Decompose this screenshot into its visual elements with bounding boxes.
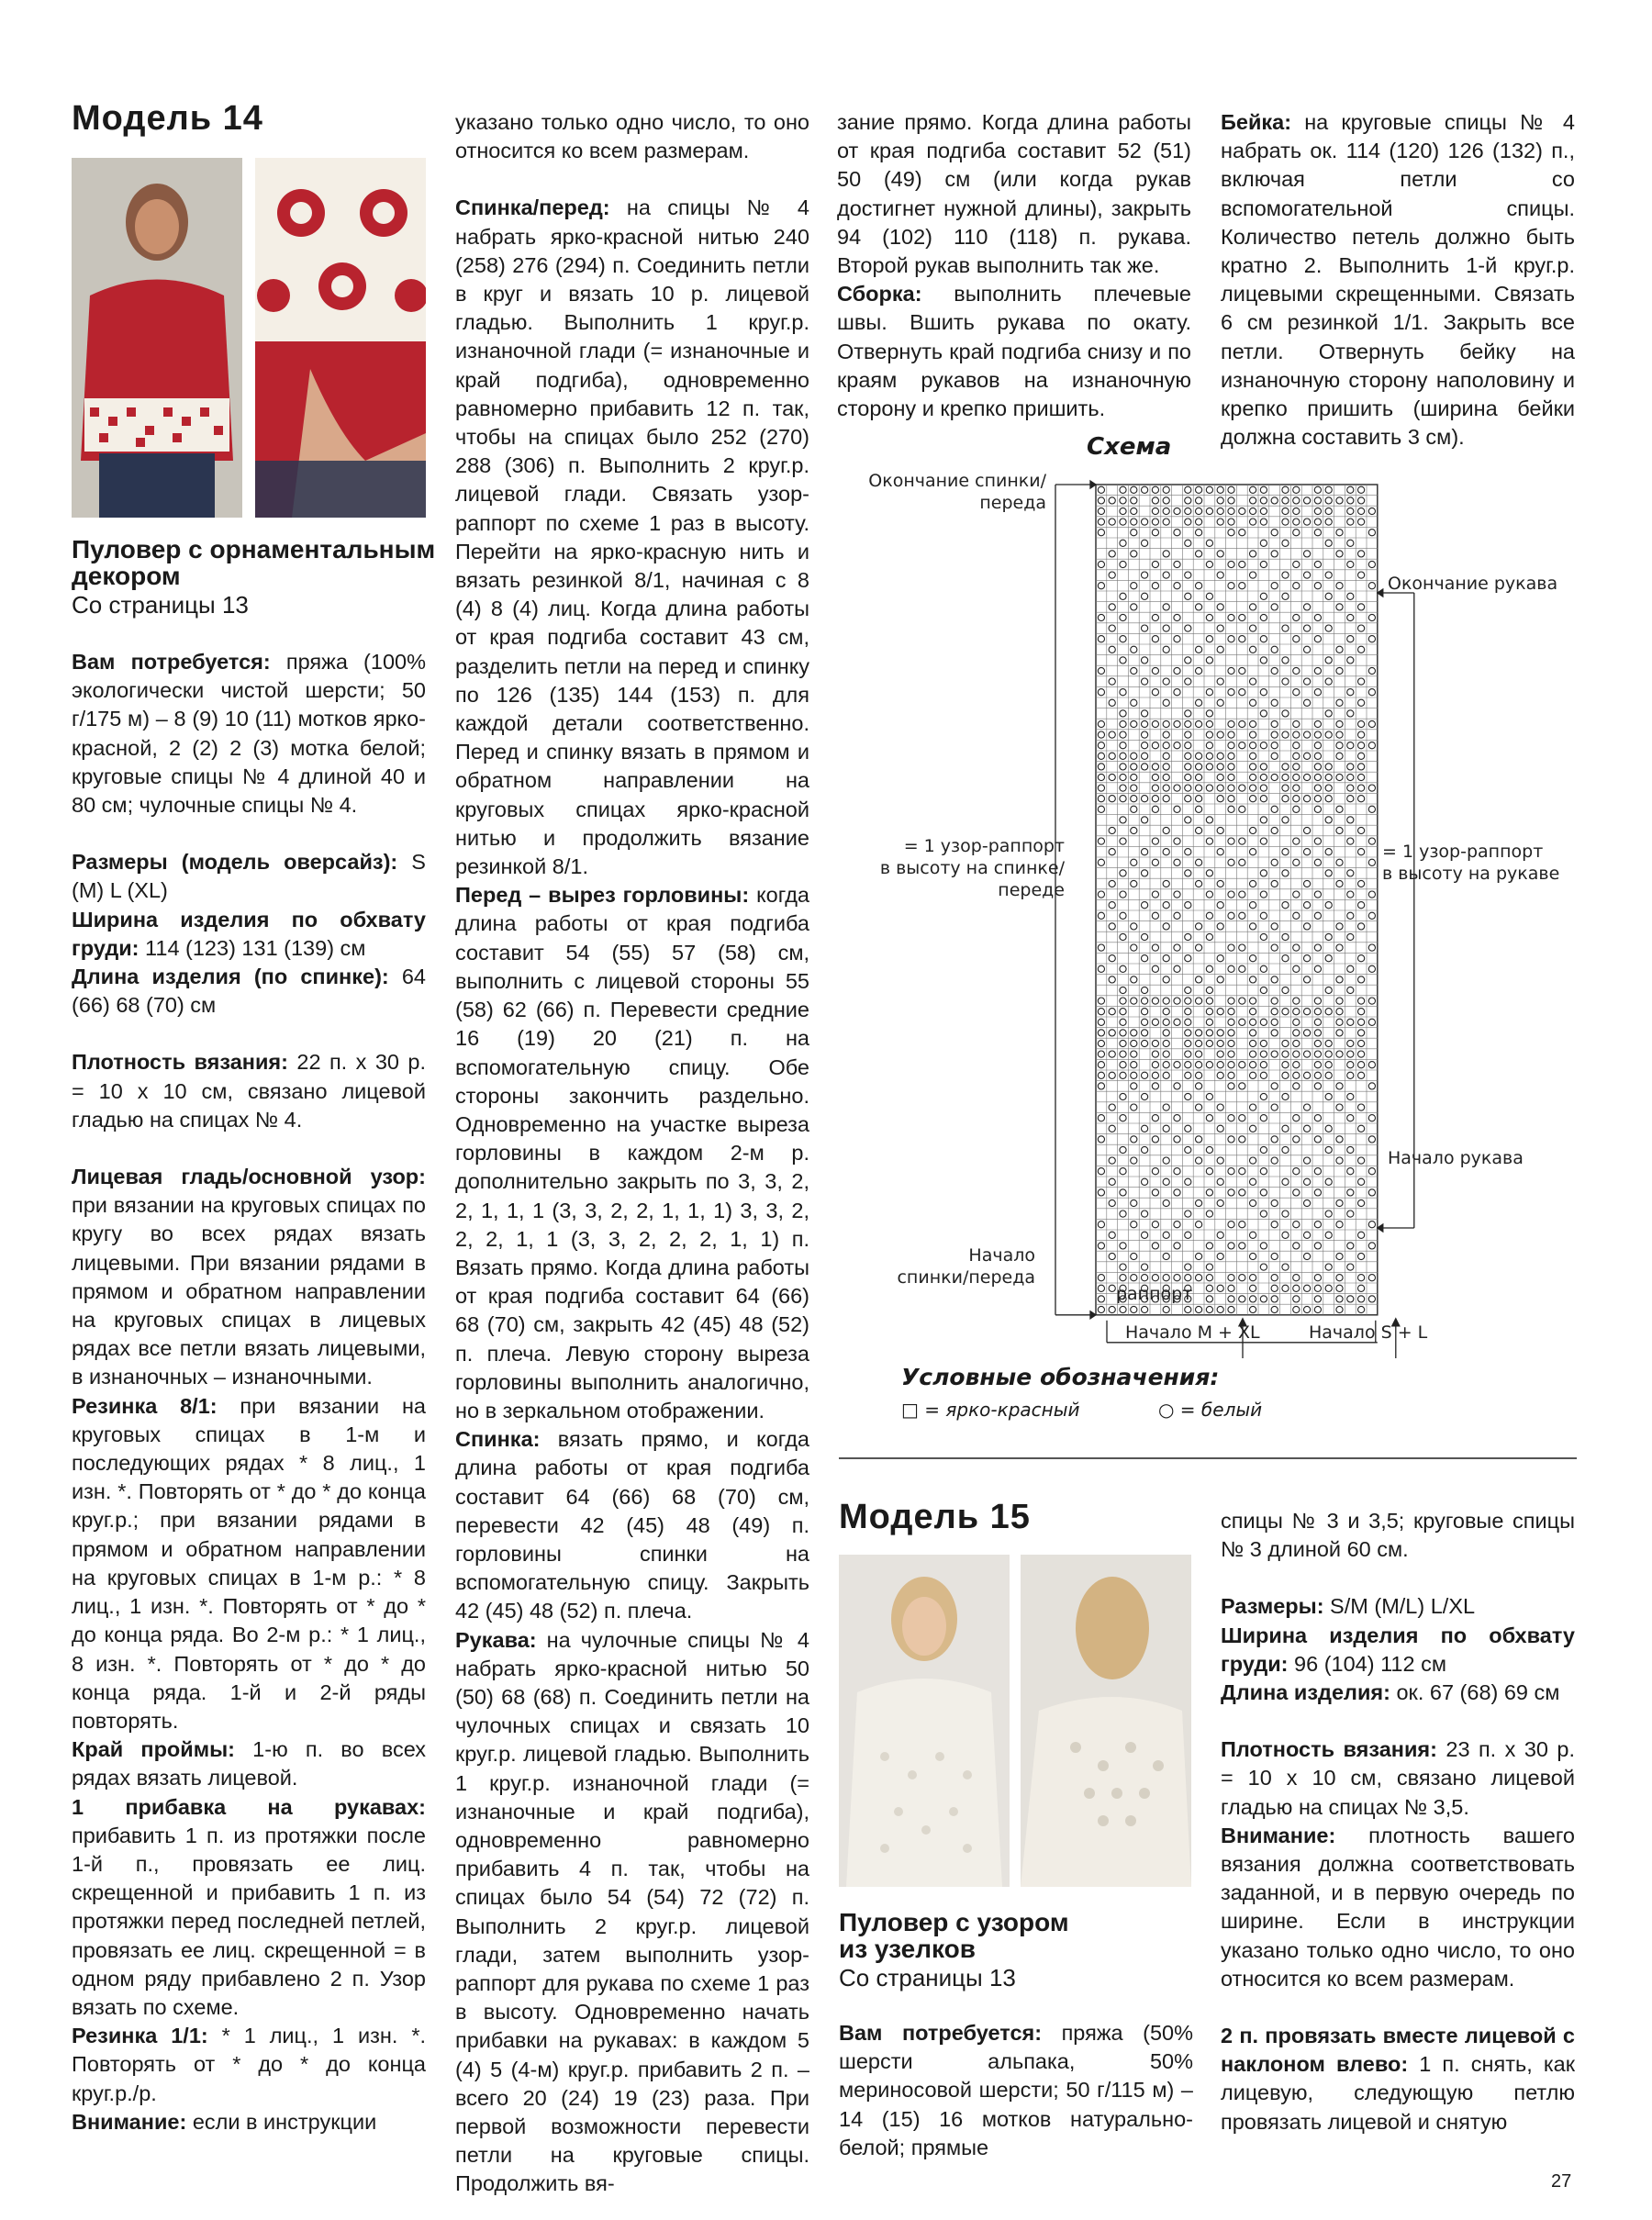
paragraph (72, 1735, 426, 1792)
model-14-column-1 (72, 648, 426, 2136)
paragraph-text: S (M) L (XL) (72, 850, 426, 903)
paragraph-text: спицы № 3 и 3,5; круговые спицы № 3 длиной 60 см. (1221, 1509, 1575, 1562)
label-start-sl: Начало S + L (1309, 1322, 1428, 1343)
paragraph-gap (1221, 1993, 1575, 2022)
paragraph (72, 1793, 426, 2023)
label-line: в высоту на спинке/ (879, 858, 1065, 878)
paragraph (72, 2022, 426, 2108)
paragraph-text: 96 (104) 112 см (1288, 1651, 1447, 1676)
label-repeat-back (863, 835, 1065, 901)
paragraph-text: 23 п. х 30 р. = 10 х 10 см, связано лицевой гладью на спицах № 3,5. (1221, 1737, 1575, 1819)
subtitle-line: из узелков (839, 1935, 976, 1963)
arrow (1378, 589, 1383, 597)
model-15-photo-front (839, 1555, 1010, 1887)
paragraph (72, 848, 426, 905)
model-15-photo-back (1021, 1555, 1191, 1887)
model-14-title: Модель 14 (72, 99, 263, 138)
paragraph-heading: Спинка/перед: (455, 195, 610, 220)
paragraph-gap (455, 165, 809, 194)
paragraph (455, 194, 809, 881)
paragraph-text: если в инструкции (186, 2109, 377, 2134)
section-divider (839, 1457, 1577, 1459)
paragraph-text: * 1 лиц., 1 изн. *. Повторять от * до * до конца круг.р./р. (72, 2024, 426, 2105)
legend-red: □ = ярко-красный (901, 1399, 1080, 1421)
paragraph-heading: Размеры: (1221, 1594, 1324, 1619)
label-end-sleeve: Окончание рукава (1388, 574, 1558, 594)
paragraph-text: пряжа (50% шерсти альпака, 50% мериносовой шерсти; 50 г/115 м) – 14 (15) 16 мотков натурально-белой; прямые (839, 2021, 1193, 2159)
model-14-source: Со страницы 13 (72, 591, 249, 619)
label-line: переда (979, 493, 1046, 513)
paragraph (455, 881, 809, 1425)
label-rapport: раппорт (1116, 1284, 1193, 1304)
label-repeat-sleeve (1382, 841, 1559, 885)
chart-grid (1096, 485, 1378, 1315)
paragraph-heading: Ширина изделия по обхвату груди: (1221, 1623, 1575, 1676)
label-line: спинки/переда (897, 1267, 1035, 1288)
paragraph-text: на чулочные спицы № 4 набрать ярко-красной нитью 50 (50) 68 (68) п. Соединить петли на чулочных спицах и связать 10 круг.р. лицевой гладью. Выполнить 1 круг.р. изнаночной глади (= изнаночные и край подгиба), одновременно равномерно прибавить 4 п. так, чтобы на спицах было 54 (54) 72 (72) п. Выполнить 2 круг.р. лицевой глади, затем выполнить узор-раппорт для рукава по схеме 1 раз в высоту. Одновременно начать прибавки на рукавах: в каждом 5 (4) 5 (4-м) круг.р. прибавить 2 п. – всего 20 (24) 19 (23) раза. При первой возможности перевести петли на круговые спицы. Продолжить вя- (455, 1627, 809, 2196)
arrow (1090, 1311, 1096, 1319)
paragraph (455, 108, 809, 165)
arrow (1090, 481, 1096, 488)
paragraph-text: 114 (123) 131 (139) см (139, 935, 366, 960)
paragraph-text: прибавить 1 п. из протяжки после 1-й п., провязать ее лиц. скрещенной и прибавить 1 п. из протяжки перед последней петлей, провязать ее лиц. скрещенной = в одном ряду прибавлено 2 п. Узор вязать по схеме. (72, 1823, 426, 2019)
paragraph-gap (1221, 1564, 1575, 1592)
paragraph (839, 2019, 1193, 2162)
paragraph-heading: Внимание: (72, 2109, 187, 2134)
paragraph-text: 1-ю п. во всех рядах вязать лицевой. (72, 1737, 426, 1791)
paragraph (837, 108, 1191, 280)
paragraph (1221, 1822, 1575, 1993)
label-line: = 1 узор-раппорт (903, 836, 1065, 856)
model-14-column-4 (1221, 108, 1575, 452)
subtitle-line: Пуловер с узором (839, 1908, 1069, 1936)
label-start-sleeve: Начало рукава (1388, 1148, 1524, 1168)
paragraph-heading: Внимание: (1221, 1823, 1336, 1847)
paragraph-gap (1221, 1707, 1575, 1735)
subtitle-line: Пуловер с орнаментальным (72, 535, 436, 563)
label-end-back (863, 470, 1046, 514)
label-line: Начало (968, 1245, 1035, 1266)
paragraph-text: 1 п. снять, как лицевую, следующую петлю провязать лицевой и снятую (1221, 2052, 1575, 2134)
paragraph (72, 1048, 426, 1134)
paragraph-heading: Размеры (модель оверсайз): (72, 850, 398, 875)
paragraph-text: на спицы № 4 набрать ярко-красной нитью 240 (258) 276 (294) п. Соединить петли в круг и вязать 10 р. лицевой гладью. Выполнить 1 круг.р. изнаночной глади (= изнаночные и край подгиба), одновременно равномерно прибавить 12 п. так, чтобы на спицах было 252 (270) 288 (306) п. Выполнить 2 круг.р. лицевой глади. Связать узор-раппорт по схеме 1 раз в высоту. Перейти на ярко-красную нить и вязать резинкой 8/1, начиная с 8 (4) 8 (4) лиц. Когда длина работы от края подгиба составит 43 см, разделить петли на перед и спинку по 126 (135) 144 (153) п. для каждой детали соответственно. Перед и спинку вязать в прямом и обратном направлении на круговых спицах ярко-красной нитью и продолжить вязание резинкой 8/1. (455, 195, 809, 879)
model-14-column-2 (455, 108, 809, 2199)
paragraph-text: при вязании на круговых спицах в 1-м и последующих рядах * 8 лиц., 1 изн. *. Повторять от * до * до конца круг.р.; при вязании рядами в прямом и обратном направлении на круговых спицах в 1-м р.: * 8 лиц., 1 изн. *. Повторять от * до * до конца ряда. Во 2-м р.: * 1 лиц., 8 изн. *. Повторять от * до * до конца ряда. 1-й и 2-й ряды повторять. (72, 1393, 426, 1733)
label-line: в высоту на рукаве (1382, 864, 1560, 884)
paragraph-heading: 2 п. провязать вместе лицевой с наклоном влево: (1221, 2024, 1575, 2077)
paragraph (72, 906, 426, 963)
paragraph-heading: Спинка: (455, 1427, 541, 1452)
paragraph-heading: Лицевая гладь/основной узор: (72, 1165, 426, 1189)
paragraph (1221, 1735, 1575, 1822)
model-15-title: Модель 15 (839, 1498, 1031, 1536)
page-number: 27 (1551, 2171, 1572, 2192)
paragraph-text: при вязании на круговых спицах по кругу во всех рядах вязать лицевыми. При вязании рядами в прямом и обратном направлении на круговых спицах в лицевых рядах все петли вязать лицевыми, в изнаночных – изнаночными. (72, 1193, 426, 1389)
paragraph-text: на круговые спицы № 4 набрать ок. 114 (120) 126 (132) п., включая петли со вспомогательной спицы. Количество петель должно быть кратно 2. Выполнить 1-й круг.р. лицевыми скрещенными. Связать 6 см резинкой 1/1. Закрыть все петли. Отвернуть бейку на изнаночную сторону наполовину и крепко пришить (ширина бейки должна составить 3 см). (1221, 110, 1575, 450)
paragraph (72, 1163, 426, 1392)
model-15-subtitle (839, 1909, 1188, 1962)
paragraph-gap (72, 820, 426, 848)
paragraph (1221, 1592, 1575, 1621)
paragraph-text: пряжа (100% экологически чистой шерсти; 50 г/175 м) – 8 (9) 10 (11) мотков ярко-красной, 2 (2) 2 (3) мотка белой; круговые спицы № 4 длиной 40 и 80 см; чулочные спицы № 4. (72, 650, 426, 818)
paragraph-heading: Плотность вязания: (72, 1050, 288, 1075)
paragraph-heading: Рукава: (455, 1627, 537, 1652)
chart-title: Схема (1087, 433, 1172, 461)
paragraph-heading: Плотность вязания: (1221, 1737, 1437, 1762)
label-start-back (863, 1244, 1035, 1288)
paragraph-heading: Бейка: (1221, 110, 1292, 134)
paragraph (837, 280, 1191, 423)
model-15-source: Со страницы 13 (839, 1964, 1016, 1991)
paragraph (1221, 1622, 1575, 1679)
label-line: переде (998, 880, 1065, 900)
label-start-mxl: Начало M + XL (1125, 1322, 1260, 1343)
paragraph-heading: Длина изделия: (1221, 1680, 1390, 1705)
paragraph (455, 1626, 809, 2199)
paragraph (1221, 1679, 1575, 1707)
paragraph-heading: Ширина изделия по обхвату груди: (72, 907, 426, 960)
paragraph-heading: Сборка: (837, 282, 922, 307)
paragraph-heading: Вам потребуется: (839, 2021, 1043, 2045)
paragraph-heading: Длина изделия (по спинке): (72, 965, 389, 989)
model-15-column-2 (1221, 1507, 1575, 2136)
label-line: = 1 узор-раппорт (1382, 842, 1544, 862)
paragraph-text: 64 (66) 68 (70) см (72, 965, 427, 1018)
arrow (1378, 1224, 1383, 1232)
paragraph-gap (72, 1134, 426, 1163)
paragraph (1221, 2022, 1575, 2136)
paragraph-gap (72, 1020, 426, 1048)
paragraph-text: 22 п. х 30 р. = 10 х 10 см, связано лицевой гладью на спицах № 4. (72, 1050, 426, 1132)
paragraph (455, 1425, 809, 1625)
paragraph-heading: Резинка 1/1: (72, 2024, 208, 2048)
paragraph (72, 963, 426, 1020)
paragraph-text: указано только одно число, то оно относится ко всем размерам. (455, 110, 809, 163)
paragraph (1221, 108, 1575, 452)
paragraph-text: когда длина работы от края подгиба составит 54 (55) 57 (58) см, выполнить с лицевой стороны 55 (58) 62 (66) п. Перевести средние 16 (19) 20 (21) п. на вспомогательную спицу. Обе стороны закончить раздельно. Одновременно на участке выреза горловины в каждом 2-м р. дополнительно закрыть по 3, 3, 2, 2, 1, 1, 1 (3, 3, 2, 2, 1, 1, 1) 3, 3, 2, 2, 2, 1, 1 (3, 3, 2, 2, 2, 1, 1) п. Вязать прямо. Когда длина работы от края подгиба составит 64 (66) 68 (70) см, закрыть 42 (45) 48 (52) п. плеча. Левую сторону выреза горловины выполнить аналогично, но в зеркальном отображении. (455, 883, 809, 1422)
model-14-photo-front (72, 158, 242, 518)
paragraph-text: зание прямо. Когда длина работы от края подгиба составит 52 (51) 50 (49) см (или когда рукав достигнет нужной длины), закрыть 94 (102) 110 (118) п. рукава. Второй рукав выполнить так же. (837, 110, 1191, 278)
paragraph-text: вязать прямо, и когда длина работы от края подгиба составит 64 (66) 68 (70) см, перевести 42 (45) 48 (49) п. горловины спинки на вспомогательную спицу. Закрыть 42 (45) 48 (52) п. плеча. (455, 1427, 809, 1623)
model-14-subtitle (72, 536, 439, 589)
paragraph (72, 648, 426, 820)
model-14-column-3 (837, 108, 1191, 423)
legend-white: ○ = белый (1158, 1399, 1263, 1421)
paragraph-heading: Резинка 8/1: (72, 1393, 218, 1418)
label-line: Окончание спинки/ (868, 471, 1046, 491)
legend-title: Условные обозначения: (901, 1364, 1220, 1390)
paragraph (72, 1392, 426, 1735)
subtitle-line: декором (72, 562, 181, 590)
paragraph-text: S/M (M/L) L/XL (1323, 1594, 1476, 1619)
model-14-photo-detail (255, 158, 426, 518)
paragraph (72, 2108, 426, 2136)
paragraph-heading: Край проймы: (72, 1737, 236, 1762)
paragraph-heading: 1 прибавка на рукавах: (72, 1794, 426, 1819)
paragraph-text: плотность вашего вязания должна соответствовать заданной, и в первую очередь по ширине. Если в инструкции указано только одно число, то оно относится ко всем размерам. (1221, 1823, 1575, 1991)
paragraph-heading: Вам потребуется: (72, 650, 271, 674)
paragraph-text: ок. 67 (68) 69 см (1390, 1680, 1560, 1705)
paragraph (1221, 1507, 1575, 1564)
model-15-column-1 (839, 2019, 1193, 2162)
paragraph-heading: Перед – вырез горловины: (455, 883, 750, 908)
paragraph-text: выполнить плечевые швы. Вшить рукава по окату. Отвернуть край подгиба снизу и по краям рукавов на изнаночную сторону и крепко пришить. (837, 282, 1191, 421)
